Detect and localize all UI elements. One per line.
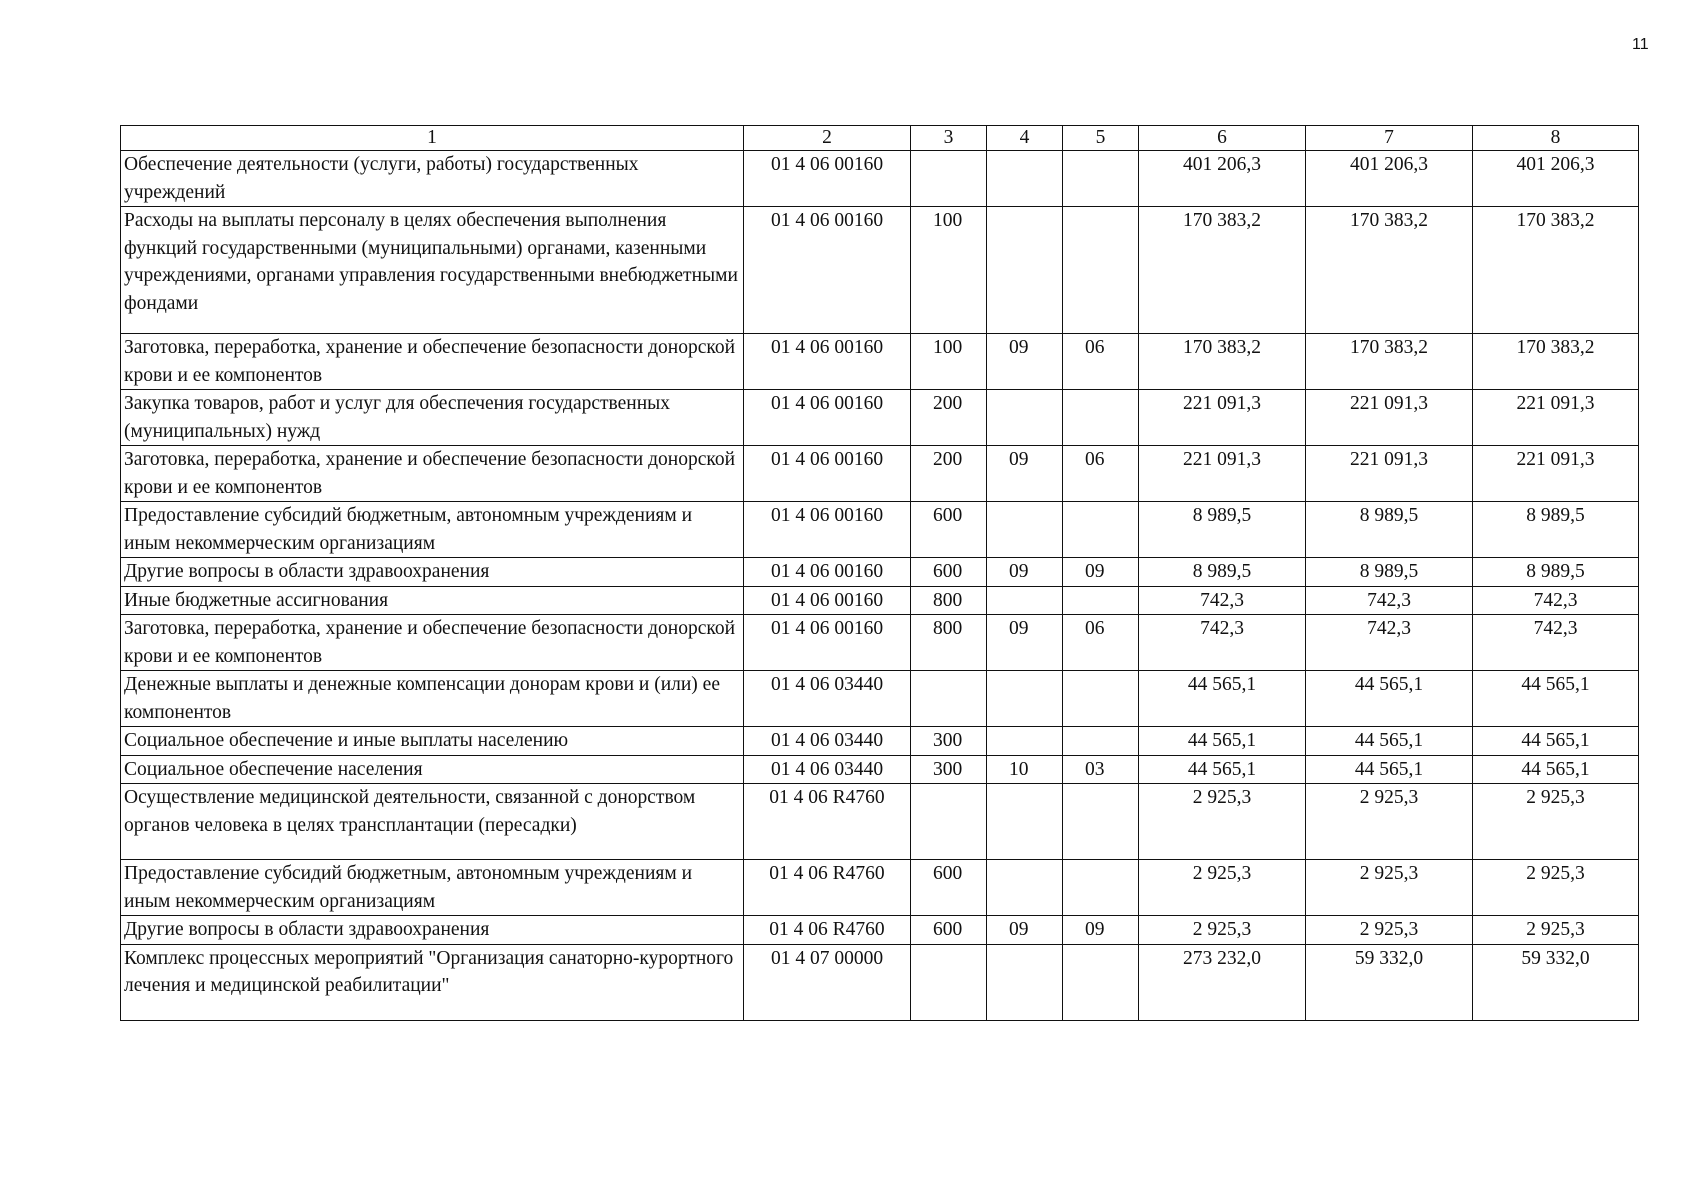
- row-name-cell: Социальное обеспечение населения: [121, 755, 744, 784]
- table-row: [121, 755, 1639, 784]
- amount-col7-cell: 59 332,0: [1306, 944, 1473, 1020]
- subsection-cell: 06: [1063, 446, 1139, 502]
- subsection-cell: 06: [1063, 615, 1139, 671]
- amount-col8-cell: 221 091,3: [1473, 390, 1639, 446]
- expense-type-cell: [911, 944, 987, 1020]
- row-name-cell: Социальное обеспечение и иные выплаты населению: [121, 727, 744, 756]
- section-cell: 09: [987, 334, 1063, 390]
- target-article-cell: 01 4 06 R4760: [744, 916, 911, 945]
- amount-col6-cell: 8 989,5: [1139, 558, 1306, 587]
- subsection-cell: [1063, 671, 1139, 727]
- section-cell: [987, 390, 1063, 446]
- subsection-cell: [1063, 390, 1139, 446]
- row-name-cell: Денежные выплаты и денежные компенсации донорам крови и (или) ее компонентов: [121, 671, 744, 727]
- amount-col6-cell: 170 383,2: [1139, 207, 1306, 334]
- amount-col8-cell: 401 206,3: [1473, 151, 1639, 207]
- subsection-cell: [1063, 860, 1139, 916]
- expense-type-cell: 200: [911, 446, 987, 502]
- amount-col8-cell: 44 565,1: [1473, 755, 1639, 784]
- section-cell: [987, 502, 1063, 558]
- amount-col8-cell: 2 925,3: [1473, 860, 1639, 916]
- amount-col6-cell: 170 383,2: [1139, 334, 1306, 390]
- amount-col7-cell: 221 091,3: [1306, 446, 1473, 502]
- table-row: [121, 784, 1639, 860]
- subsection-cell: [1063, 151, 1139, 207]
- amount-col7-cell: 170 383,2: [1306, 334, 1473, 390]
- amount-col8-cell: 742,3: [1473, 586, 1639, 615]
- section-cell: [987, 586, 1063, 615]
- section-cell: 09: [987, 615, 1063, 671]
- subsection-cell: [1063, 727, 1139, 756]
- amount-col8-cell: 8 989,5: [1473, 558, 1639, 587]
- expense-type-cell: 800: [911, 615, 987, 671]
- column-header: 8: [1473, 126, 1639, 151]
- row-name-cell: Закупка товаров, работ и услуг для обеспечения государственных (муниципальных) нужд: [121, 390, 744, 446]
- column-header: 6: [1139, 126, 1306, 151]
- section-cell: [987, 207, 1063, 334]
- amount-col7-cell: 742,3: [1306, 615, 1473, 671]
- section-cell: 10: [987, 755, 1063, 784]
- table-row: [121, 151, 1639, 207]
- table-row: [121, 558, 1639, 587]
- target-article-cell: 01 4 06 03440: [744, 755, 911, 784]
- target-article-cell: 01 4 06 R4760: [744, 860, 911, 916]
- row-name-cell: Предоставление субсидий бюджетным, автономным учреждениям и иным некоммерческим организациям: [121, 860, 744, 916]
- amount-col8-cell: 44 565,1: [1473, 671, 1639, 727]
- amount-col8-cell: 170 383,2: [1473, 334, 1639, 390]
- expense-type-cell: 800: [911, 586, 987, 615]
- section-cell: 09: [987, 446, 1063, 502]
- expense-type-cell: [911, 784, 987, 860]
- subsection-cell: 09: [1063, 558, 1139, 587]
- row-name-cell: Обеспечение деятельности (услуги, работы) государственных учреждений: [121, 151, 744, 207]
- amount-col6-cell: 44 565,1: [1139, 671, 1306, 727]
- amount-col7-cell: 2 925,3: [1306, 784, 1473, 860]
- amount-col7-cell: 221 091,3: [1306, 390, 1473, 446]
- expense-type-cell: 200: [911, 390, 987, 446]
- budget-table: [120, 125, 1639, 1021]
- amount-col8-cell: 742,3: [1473, 615, 1639, 671]
- amount-col6-cell: 401 206,3: [1139, 151, 1306, 207]
- amount-col6-cell: 2 925,3: [1139, 916, 1306, 945]
- table-row: [121, 586, 1639, 615]
- table-row: [121, 502, 1639, 558]
- amount-col7-cell: 2 925,3: [1306, 916, 1473, 945]
- amount-col7-cell: 2 925,3: [1306, 860, 1473, 916]
- target-article-cell: 01 4 06 00160: [744, 151, 911, 207]
- section-cell: 09: [987, 558, 1063, 587]
- target-article-cell: 01 4 07 00000: [744, 944, 911, 1020]
- table-row: [121, 390, 1639, 446]
- amount-col6-cell: 273 232,0: [1139, 944, 1306, 1020]
- expense-type-cell: [911, 671, 987, 727]
- amount-col6-cell: 221 091,3: [1139, 390, 1306, 446]
- column-header: 2: [744, 126, 911, 151]
- table-row: [121, 860, 1639, 916]
- column-header: 7: [1306, 126, 1473, 151]
- target-article-cell: 01 4 06 00160: [744, 334, 911, 390]
- table-row: [121, 916, 1639, 945]
- column-header: 5: [1063, 126, 1139, 151]
- row-name-cell: Осуществление медицинской деятельности, связанной с донорством органов человека в целях трансплантации (пересадки): [121, 784, 744, 860]
- subsection-cell: [1063, 207, 1139, 334]
- row-name-cell: Другие вопросы в области здравоохранения: [121, 916, 744, 945]
- amount-col6-cell: 2 925,3: [1139, 784, 1306, 860]
- amount-col8-cell: 8 989,5: [1473, 502, 1639, 558]
- target-article-cell: 01 4 06 00160: [744, 207, 911, 334]
- section-cell: 09: [987, 916, 1063, 945]
- row-name-cell: Предоставление субсидий бюджетным, автономным учреждениям и иным некоммерческим организациям: [121, 502, 744, 558]
- amount-col8-cell: 59 332,0: [1473, 944, 1639, 1020]
- amount-col7-cell: 8 989,5: [1306, 558, 1473, 587]
- target-article-cell: 01 4 06 00160: [744, 502, 911, 558]
- target-article-cell: 01 4 06 00160: [744, 446, 911, 502]
- section-cell: [987, 671, 1063, 727]
- subsection-cell: [1063, 586, 1139, 615]
- row-name-cell: Заготовка, переработка, хранение и обеспечение безопасности донорской крови и ее компонентов: [121, 615, 744, 671]
- expense-type-cell: 600: [911, 558, 987, 587]
- subsection-cell: 03: [1063, 755, 1139, 784]
- subsection-cell: [1063, 784, 1139, 860]
- amount-col7-cell: 44 565,1: [1306, 671, 1473, 727]
- amount-col7-cell: 8 989,5: [1306, 502, 1473, 558]
- subsection-cell: 06: [1063, 334, 1139, 390]
- page-number: 11: [1632, 36, 1649, 53]
- amount-col7-cell: 170 383,2: [1306, 207, 1473, 334]
- row-name-cell: Заготовка, переработка, хранение и обеспечение безопасности донорской крови и ее компонентов: [121, 446, 744, 502]
- expense-type-cell: 600: [911, 502, 987, 558]
- row-name-cell: Расходы на выплаты персоналу в целях обеспечения выполнения функций государственными (муниципальными) органами, казенными учреждениями, органами управления государственными внебюджетными фондами: [121, 207, 744, 334]
- target-article-cell: 01 4 06 00160: [744, 586, 911, 615]
- column-header: 4: [987, 126, 1063, 151]
- target-article-cell: 01 4 06 03440: [744, 671, 911, 727]
- row-name-cell: Другие вопросы в области здравоохранения: [121, 558, 744, 587]
- section-cell: [987, 860, 1063, 916]
- amount-col7-cell: 44 565,1: [1306, 755, 1473, 784]
- expense-type-cell: 100: [911, 207, 987, 334]
- amount-col7-cell: 742,3: [1306, 586, 1473, 615]
- amount-col6-cell: 742,3: [1139, 586, 1306, 615]
- table-row: [121, 671, 1639, 727]
- table-row: [121, 207, 1639, 334]
- row-name-cell: Иные бюджетные ассигнования: [121, 586, 744, 615]
- target-article-cell: 01 4 06 00160: [744, 390, 911, 446]
- table-row: [121, 334, 1639, 390]
- amount-col6-cell: 44 565,1: [1139, 727, 1306, 756]
- row-name-cell: Комплекс процессных мероприятий "Организация санаторно-курортного лечения и медицинской реабилитации": [121, 944, 744, 1020]
- table-row: [121, 944, 1639, 1020]
- amount-col7-cell: 44 565,1: [1306, 727, 1473, 756]
- expense-type-cell: 100: [911, 334, 987, 390]
- table-row: [121, 446, 1639, 502]
- expense-type-cell: [911, 151, 987, 207]
- amount-col8-cell: 44 565,1: [1473, 727, 1639, 756]
- section-cell: [987, 727, 1063, 756]
- amount-col7-cell: 401 206,3: [1306, 151, 1473, 207]
- subsection-cell: [1063, 502, 1139, 558]
- target-article-cell: 01 4 06 03440: [744, 727, 911, 756]
- target-article-cell: 01 4 06 00160: [744, 615, 911, 671]
- amount-col8-cell: 2 925,3: [1473, 916, 1639, 945]
- amount-col6-cell: 2 925,3: [1139, 860, 1306, 916]
- amount-col6-cell: 44 565,1: [1139, 755, 1306, 784]
- target-article-cell: 01 4 06 R4760: [744, 784, 911, 860]
- amount-col8-cell: 221 091,3: [1473, 446, 1639, 502]
- section-cell: [987, 151, 1063, 207]
- table-row: [121, 615, 1639, 671]
- amount-col8-cell: 2 925,3: [1473, 784, 1639, 860]
- target-article-cell: 01 4 06 00160: [744, 558, 911, 587]
- section-cell: [987, 784, 1063, 860]
- column-header: 1: [121, 126, 744, 151]
- expense-type-cell: 600: [911, 916, 987, 945]
- table-header-row: [121, 126, 1639, 151]
- table-row: [121, 727, 1639, 756]
- amount-col8-cell: 170 383,2: [1473, 207, 1639, 334]
- subsection-cell: 09: [1063, 916, 1139, 945]
- amount-col6-cell: 221 091,3: [1139, 446, 1306, 502]
- subsection-cell: [1063, 944, 1139, 1020]
- expense-type-cell: 600: [911, 860, 987, 916]
- section-cell: [987, 944, 1063, 1020]
- amount-col6-cell: 8 989,5: [1139, 502, 1306, 558]
- expense-type-cell: 300: [911, 727, 987, 756]
- column-header: 3: [911, 126, 987, 151]
- expense-type-cell: 300: [911, 755, 987, 784]
- row-name-cell: Заготовка, переработка, хранение и обеспечение безопасности донорской крови и ее компонентов: [121, 334, 744, 390]
- amount-col6-cell: 742,3: [1139, 615, 1306, 671]
